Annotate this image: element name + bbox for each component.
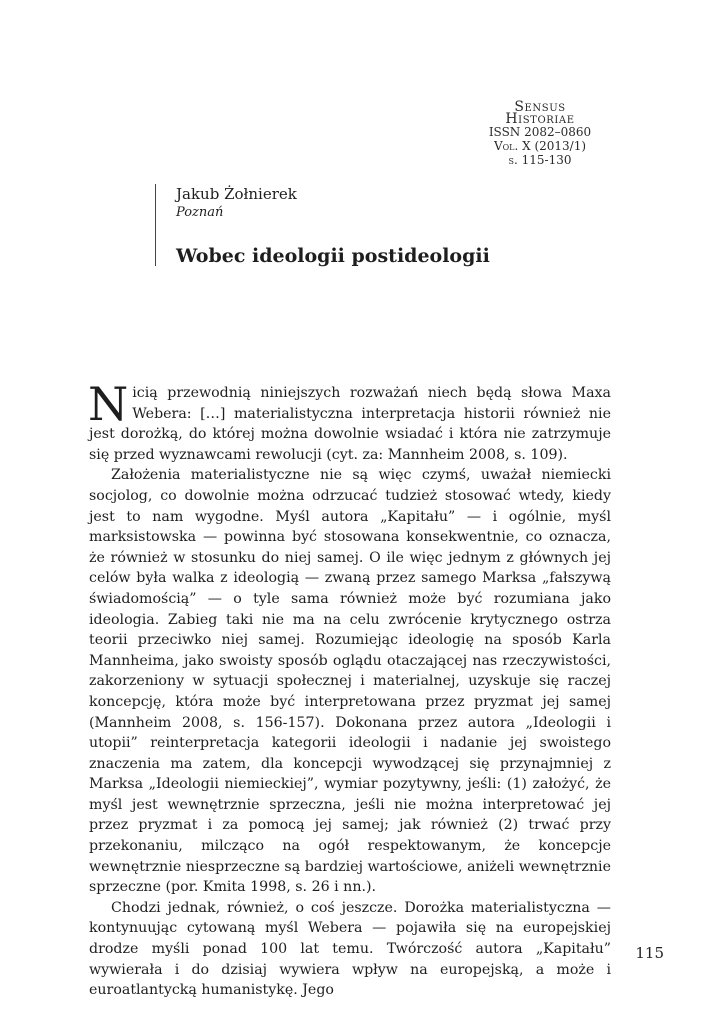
- page-number: 115: [635, 944, 664, 962]
- paragraph-1-text: icią przewodnią niniejszych rozważań niech będą słowa Maxa Webera: […] materialistyczna interpretacja historii również nie jest dorożką, do której można dowolnie wsiadać i która nie zatrzymuje się przed wyznawcami rewolucji (cyt. za: Mannheim 2008, s. 109).: [89, 385, 611, 463]
- paragraph-3: Chodzi jednak, również, o coś jeszcze. Dorożka materialistyczna — kontynuując cytowaną myśl Webera — pojawiła się na europejskiej drodze myśli ponad 100 lat temu. Twórczość autora „Kapitału” wywierała i do dzisiaj wywiera wpływ na europejską, a może i euroatlantycką humanistykę. Jego: [89, 899, 611, 999]
- journal-name-line2: Historiae: [505, 111, 575, 127]
- article-affiliation: Poznań: [176, 205, 224, 220]
- journal-issn: ISSN 2082–0860: [488, 125, 592, 139]
- journal-info: [470, 101, 610, 167]
- article-body: [88, 377, 611, 1001]
- journal-name-line1: Sensus: [514, 99, 566, 115]
- article-author: Jakub Żołnierek: [176, 185, 297, 203]
- journal-pages: s. 115-130: [508, 153, 572, 167]
- article-header: [155, 184, 596, 266]
- paragraph-1: [88, 377, 611, 465]
- paragraph-2: Założenia materialistyczne nie są więc czymś, uważał niemiecki socjolog, co dowolnie można odrzucać tudzież stosować wtedy, kiedy jest to nam wygodne. Myśl autora „Kapitału” — i ogólnie, myśl marksistowska — powinna być stosowana konsekwentnie, co oznacza, że również w stosunku do niej samej. O ile więc jednym z głównych jej celów była walka z ideologią — zwaną przez samego Marksa „fałszywą świadomością” — o tyle sama również może być rozumiana jako ideologia. Zabieg taki nie ma na celu zwrócenie krytycznego ostrza teorii przeciwko niej samej. Rozumiejąc ideologię na sposób Karla Mannheima, jako swoisty sposób oglądu otaczającej nas rzeczywistości, zakorzeniony w sytuacji społecznej i materialnej, uzyskuje się raczej koncepcję, która może być interpretowana przez pryzmat jej samej (Mannheim 2008, s. 156-157). Dokonana przez autora „Ideologii i utopii” reinterpretacja kategorii ideologii i nadanie jej swoistego znaczenia ma zatem, dla koncepcji wywodzącej się przynajmniej z Marksa „Ideologii niemieckiej”, wymiar pozytywny, jeśli: (1) założyć, że myśl jest wewnętrznie sprzeczna, jeśli nie można interpretować jej przez pryzmat i za pomocą jej samej; jak również (2) trwać przy przekonaniu, milcząco na ogół respektowanym, że koncepcje wewnętrznie niesprzeczne są bardziej wartościowe, aniżeli wewnętrznie sprzeczne (por. Kmita 1998, s. 26 i nn.).: [89, 467, 611, 896]
- drop-cap: N: [88, 377, 129, 431]
- journal-volume: Vol. X (2013/1): [493, 139, 587, 153]
- article-title: Wobec ideologii postideologii: [176, 245, 490, 267]
